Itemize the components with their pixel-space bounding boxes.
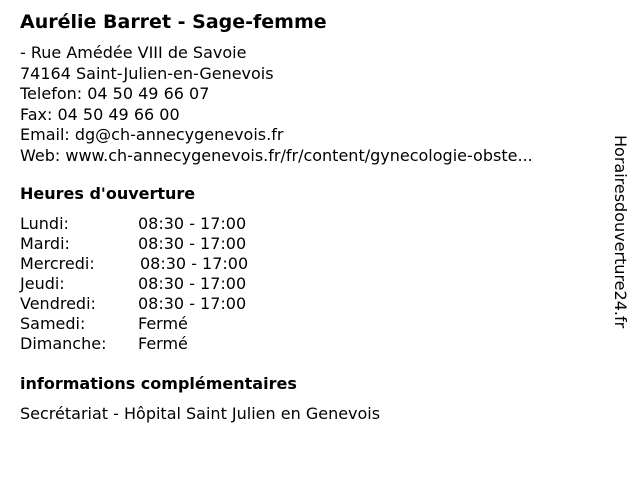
time-value: Fermé (138, 314, 188, 333)
phone-number: Telefon: 04 50 49 66 07 (20, 84, 210, 103)
hours-row-friday (20, 294, 340, 314)
time-value: 08:30 - 17:00 (138, 234, 247, 253)
day-label: Mercredi: (20, 254, 95, 273)
day-label: Dimanche: (20, 334, 107, 353)
city-address: 74164 Saint-Julien-en-Genevois (20, 63, 274, 83)
hours-row-sunday (20, 334, 340, 354)
opening-hours-table (20, 214, 340, 354)
hours-row-tuesday (20, 234, 340, 254)
page-title: Aurélie Barret - Sage-femme (20, 11, 327, 33)
day-label: Vendredi: (20, 294, 96, 313)
street-address: - Rue Amédée VIII de Savoie (20, 43, 247, 62)
time-value: 08:30 - 17:00 (140, 254, 249, 273)
contact-block (20, 43, 533, 166)
day-label: Jeudi: (20, 274, 65, 293)
day-label: Samedi: (20, 314, 86, 333)
hours-row-saturday (20, 314, 340, 334)
info-text: Secrétariat - Hôpital Saint Julien en Genevois (20, 404, 381, 423)
hours-row-monday (20, 214, 340, 234)
hours-row-thursday (20, 274, 340, 294)
day-label: Lundi: (20, 214, 69, 233)
time-value: 08:30 - 17:00 (138, 294, 247, 313)
site-brand-vertical: Horairesdouverture24.fr (611, 135, 630, 329)
day-label: Mardi: (20, 234, 70, 253)
info-heading: informations complémentaires (20, 374, 297, 393)
website-link: Web: www.ch-annecygenevois.fr/fr/content/gynecologie-obste... (20, 145, 533, 165)
time-value: 08:30 - 17:00 (138, 214, 247, 233)
fax-number: Fax: 04 50 49 66 00 (20, 104, 180, 124)
hours-row-wednesday (20, 254, 340, 274)
hours-heading: Heures d'ouverture (20, 184, 196, 203)
email-address: Email: dg@ch-annecygenevois.fr (20, 125, 284, 144)
time-value: 08:30 - 17:00 (138, 274, 247, 293)
time-value: Fermé (138, 334, 188, 353)
